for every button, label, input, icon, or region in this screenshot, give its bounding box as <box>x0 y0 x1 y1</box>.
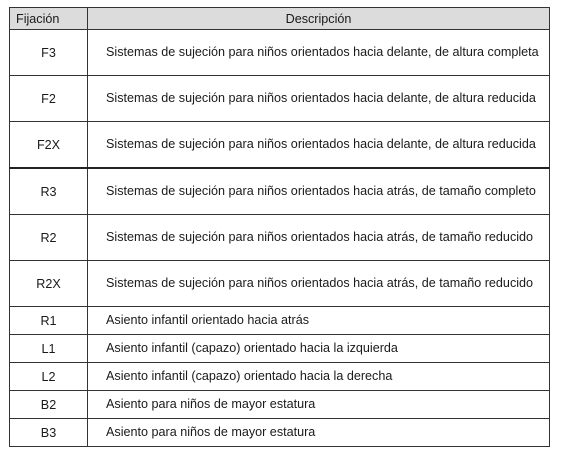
table-row <box>10 391 550 419</box>
fixation-description: Sistemas de sujeción para niños orientados hacia atrás, de tamaño reducido <box>88 261 550 307</box>
fixation-code: B2 <box>10 391 88 419</box>
fixation-table-container <box>9 7 549 447</box>
table-row <box>10 307 550 335</box>
table-row <box>10 30 550 76</box>
fixation-description: Asiento para niños de mayor estatura <box>88 419 550 447</box>
fixation-description: Asiento infantil (capazo) orientado hacia la derecha <box>88 363 550 391</box>
table-row <box>10 168 550 215</box>
fixation-description: Asiento infantil orientado hacia atrás <box>88 307 550 335</box>
fixation-description: Asiento infantil (capazo) orientado hacia la izquierda <box>88 335 550 363</box>
header-descripcion: Descripción <box>88 8 550 30</box>
fixation-code: R2X <box>10 261 88 307</box>
table-row <box>10 363 550 391</box>
fixation-code: F2 <box>10 76 88 122</box>
table-row <box>10 122 550 169</box>
fixation-code: L1 <box>10 335 88 363</box>
fixation-code: L2 <box>10 363 88 391</box>
fixation-code: F2X <box>10 122 88 169</box>
fixation-description: Sistemas de sujeción para niños orientados hacia atrás, de tamaño reducido <box>88 215 550 261</box>
table-row <box>10 215 550 261</box>
header-row <box>10 8 550 30</box>
fixation-description: Asiento para niños de mayor estatura <box>88 391 550 419</box>
fixation-description: Sistemas de sujeción para niños orientados hacia atrás, de tamaño completo <box>88 168 550 215</box>
table-row <box>10 261 550 307</box>
header-fijacion: Fijación <box>10 8 88 30</box>
fixation-description: Sistemas de sujeción para niños orientados hacia delante, de altura reducida <box>88 76 550 122</box>
fixation-code: F3 <box>10 30 88 76</box>
table-row <box>10 76 550 122</box>
fixation-description: Sistemas de sujeción para niños orientados hacia delante, de altura completa <box>88 30 550 76</box>
table-row <box>10 335 550 363</box>
fixation-table <box>9 7 550 447</box>
fixation-code: R1 <box>10 307 88 335</box>
fixation-description: Sistemas de sujeción para niños orientados hacia delante, de altura reducida <box>88 122 550 169</box>
fixation-code: R2 <box>10 215 88 261</box>
table-body <box>10 30 550 447</box>
table-row <box>10 419 550 447</box>
table-header <box>10 8 550 30</box>
fixation-code: B3 <box>10 419 88 447</box>
fixation-code: R3 <box>10 168 88 215</box>
